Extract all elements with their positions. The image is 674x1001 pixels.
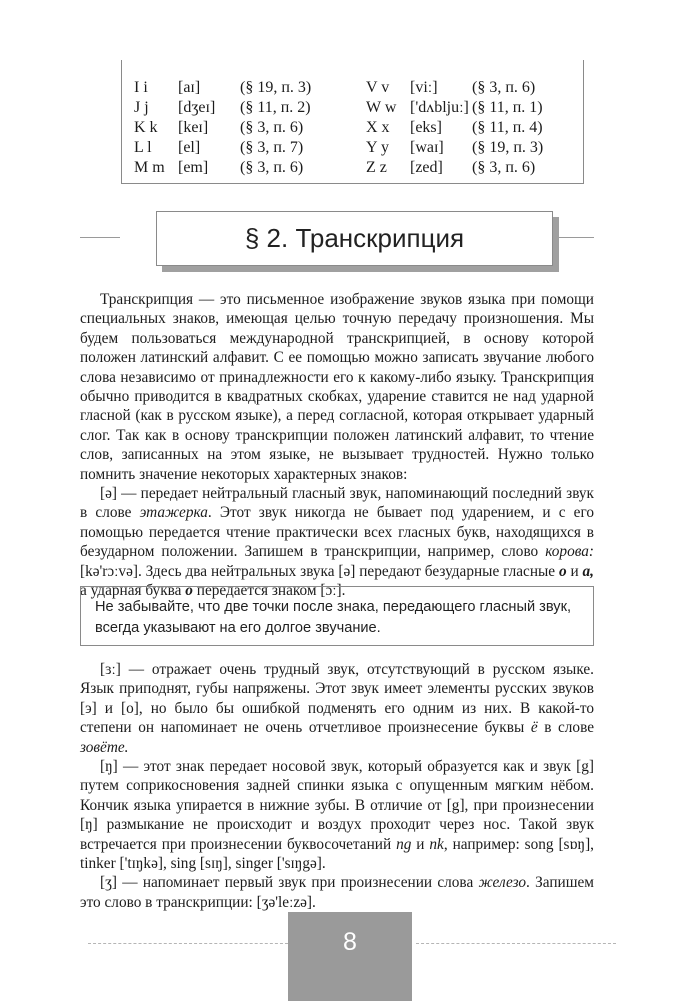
paragraph-schwa: [ə] — передает нейтральный гласный звук, напоминающий последний звук в слове этажерка. Этот звук никогда не бывает под ударением, и с его помощью передается чтение практически всех гласных букв, находящихся в безударном положении. Запишем в транскрипции, например, слово корова: [kə'rɔːvə]. Здесь два нейтральных звука [ə] передают безударные гласные о и а, а ударная буква о передается знаком [ɔː]. xyxy=(80,485,594,600)
alphabet-letter: I i xyxy=(134,79,148,96)
alphabet-row xyxy=(134,118,340,138)
alphabet-transcription: [viː] xyxy=(410,79,438,96)
section-heading: § 2. Транскрипция xyxy=(156,211,553,266)
alphabet-letter: L l xyxy=(134,139,152,156)
paragraph-transcription-definition: Транскрипция — это письменное изображение звуков языка при помощи специальных знаков, имеющая целью точную передачу произношения. Мы будем пользоваться международной транскрипцией, в основу которой положен латинский алфавит. С ее помощью можно записать звучание любого слова независимо от принадлежности его к какому-либо языку. Транскрипция обычно приводится в квадратных скобках, ударение ставится не над ударной гласной (как в русском языке), а перед согласной, которая открывает ударный слог. Так как в основу транскрипции положен латинский алфавит, то чтение слов, записанных на этом языке, не вызывает трудностей. Нужно только помнить значение некоторых характерных знаков: xyxy=(80,291,594,483)
alphabet-reference: (§ 11, п. 1) xyxy=(472,99,543,116)
alphabet-row xyxy=(366,98,572,118)
alphabet-row xyxy=(134,138,340,158)
alphabet-transcription: ['dʌbljuː] xyxy=(410,99,469,116)
alphabet-column-right xyxy=(366,78,572,178)
footer-rule-right xyxy=(416,943,616,944)
alphabet-reference: (§ 19, п. 3) xyxy=(472,139,544,156)
paragraph-eng-sound: [ŋ] — этот знак передает носовой звук, который образуется как и звук [g] путем соприкосновения задней спинки языка с опущенным мягким нёбом. Кончик языка упирается в нижние зубы. В отличие от [g], при произнесении [ŋ] размыкание не происходит и воздух проходит через нос. Такой звук встречается при произнесении буквосочетаний ng и nk, например: song [sɒŋ], tinker ['tɪŋkə], sing [sɪŋ], singer ['sɪŋgə]. xyxy=(80,758,594,873)
note-box: Не забывайте, что две точки после знака, передающего гласный звук, всегда указывают на его долгое звучание. xyxy=(80,586,594,646)
alphabet-letter: X x xyxy=(366,119,390,136)
page-number: 8 xyxy=(288,912,412,1001)
alphabet-letter: J j xyxy=(134,99,149,116)
alphabet-transcription: [em] xyxy=(178,159,209,176)
alphabet-letter: Z z xyxy=(366,159,387,176)
alphabet-row xyxy=(366,138,572,158)
alphabet-letter: M m xyxy=(134,159,165,176)
footer-rule-left xyxy=(88,943,288,944)
alphabet-transcription: [waɪ] xyxy=(410,139,444,156)
alphabet-reference: (§ 3, п. 6) xyxy=(472,79,536,96)
alphabet-row xyxy=(134,158,340,178)
alphabet-reference: (§ 3, п. 6) xyxy=(472,159,536,176)
alphabet-transcription: [keɪ] xyxy=(178,119,209,136)
paragraph-er-sound: [ɜː] — отражает очень трудный звук, отсутствующий в русском языке. Язык приподнят, губы напряжены. Этот звук имеет элементы русских звуков [э] и [о], но было бы ошибкой подменять его одним из них. В какой-то степени он напоминает не очень отчетливое произнесение буквы ё в слове зовёте. xyxy=(80,661,594,756)
alphabet-row xyxy=(366,78,572,98)
alphabet-row xyxy=(366,158,572,178)
alphabet-transcription: [eks] xyxy=(410,119,442,136)
alphabet-transcription: [aɪ] xyxy=(178,79,201,96)
alphabet-transcription: [dʒeɪ] xyxy=(178,99,216,116)
paragraph-zh-sound: [ʒ] — напоминает первый звук при произнесении слова железо. Запишем это слово в транскрипции: [ʒə'leːzə]. xyxy=(80,874,594,911)
alphabet-row xyxy=(134,78,340,98)
alphabet-row xyxy=(134,98,340,118)
alphabet-transcription: [el] xyxy=(178,139,201,156)
text-block-intro xyxy=(80,290,594,601)
alphabet-transcription: [zed] xyxy=(410,159,443,176)
alphabet-column-left xyxy=(134,78,340,178)
alphabet-letter: Y y xyxy=(366,139,389,156)
alphabet-reference: (§ 3, п. 6) xyxy=(240,159,304,176)
alphabet-row xyxy=(366,118,572,138)
text-block-sounds xyxy=(80,660,594,912)
alphabet-letter: W w xyxy=(366,99,397,116)
alphabet-reference: (§ 11, п. 2) xyxy=(240,99,311,116)
alphabet-reference: (§ 3, п. 7) xyxy=(240,139,304,156)
alphabet-letter: V v xyxy=(366,79,390,96)
alphabet-letter: K k xyxy=(134,119,158,136)
alphabet-reference: (§ 11, п. 4) xyxy=(472,119,543,136)
alphabet-reference: (§ 3, п. 6) xyxy=(240,119,304,136)
heading-rule-right xyxy=(554,237,594,238)
alphabet-reference: (§ 19, п. 3) xyxy=(240,79,312,96)
alphabet-table xyxy=(121,60,584,184)
heading-rule-left xyxy=(80,237,120,238)
